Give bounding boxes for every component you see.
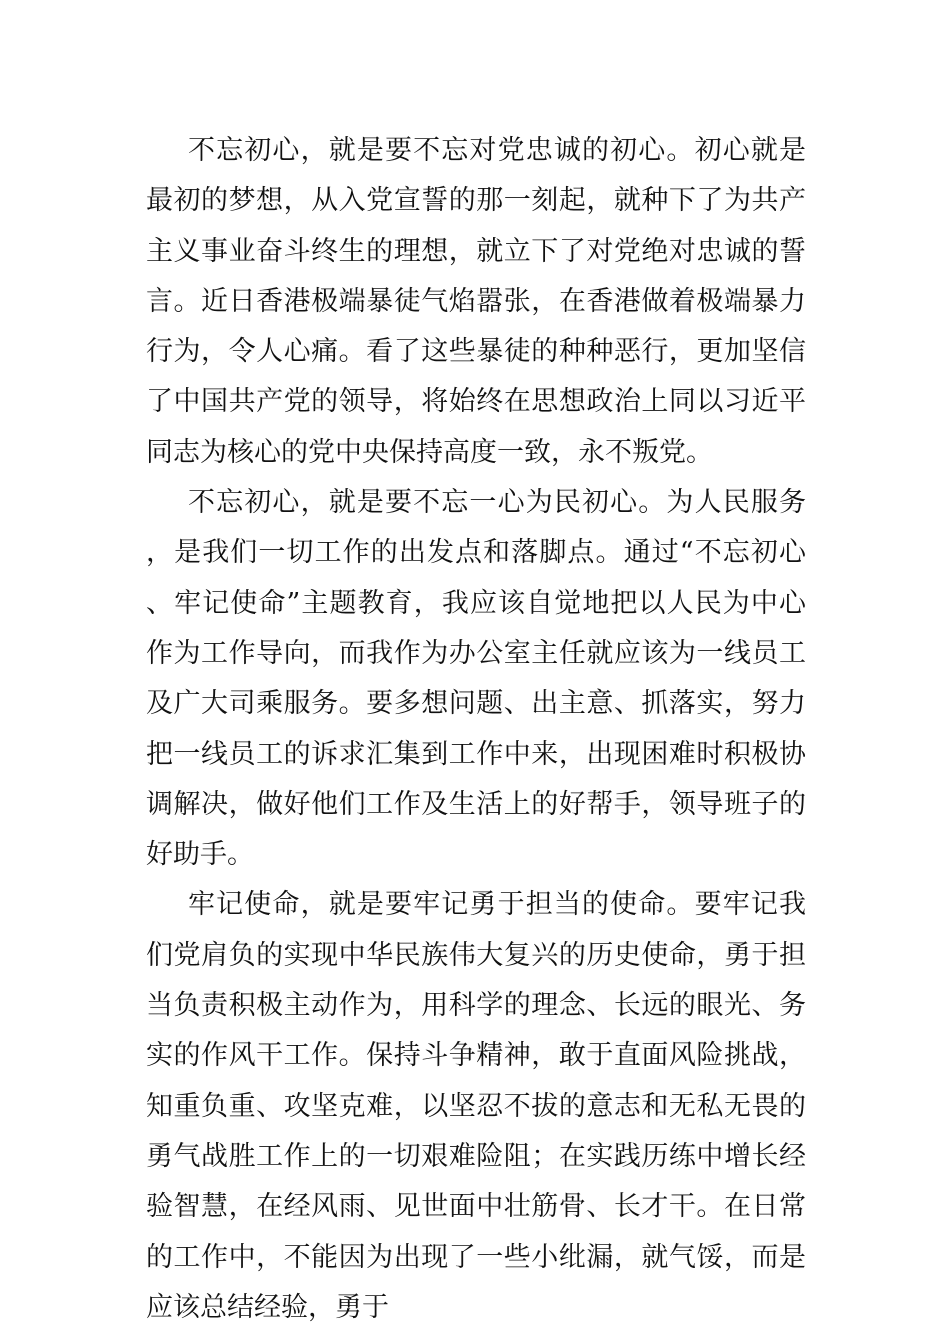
document-page	[146, 126, 806, 1333]
paragraph-2: 不忘初心，就是要不忘一心为民初心。为人民服务，是我们一切工作的出发点和落脚点。通过“不忘初心、牢记使命”主题教育，我应该自觉地把以人民为中心作为工作导向，而我作为办公室主任就应该为一线员工及广大司乘服务。要多想问题、出主意、抓落实，努力把一线员工的诉求汇集到工作中来，出现困难时积极协调解决，做好他们工作及生活上的好帮手，领导班子的好助手。	[146, 487, 806, 871]
paragraph-1: 不忘初心，就是要不忘对党忠诚的初心。初心就是最初的梦想，从入党宣誓的那一刻起，就种下了为共产主义事业奋斗终生的理想，就立下了对党绝对忠诚的誓言。近日香港极端暴徒气焰嚣张，在香港做着极端暴力行为，令人心痛。看了这些暴徒的种种恶行，更加坚信了中国共产党的领导，将始终在思想政治上同以习近平同志为核心的党中央保持高度一致，永不叛党。	[146, 135, 806, 468]
paragraph-3: 牢记使命，就是要牢记勇于担当的使命。要牢记我们党肩负的实现中华民族伟大复兴的历史使命，勇于担当负责积极主动作为，用科学的理念、长远的眼光、务实的作风干工作。保持斗争精神，敢于直面风险挑战，知重负重、攻坚克难，以坚忍不拔的意志和无私无畏的勇气战胜工作上的一切艰难险阻；在实践历练中增长经验智慧，在经风雨、见世面中壮筋骨、长才干。在日常的工作中，不能因为出现了一些小纰漏，就气馁，而是应该总结经验，勇于	[146, 889, 806, 1323]
